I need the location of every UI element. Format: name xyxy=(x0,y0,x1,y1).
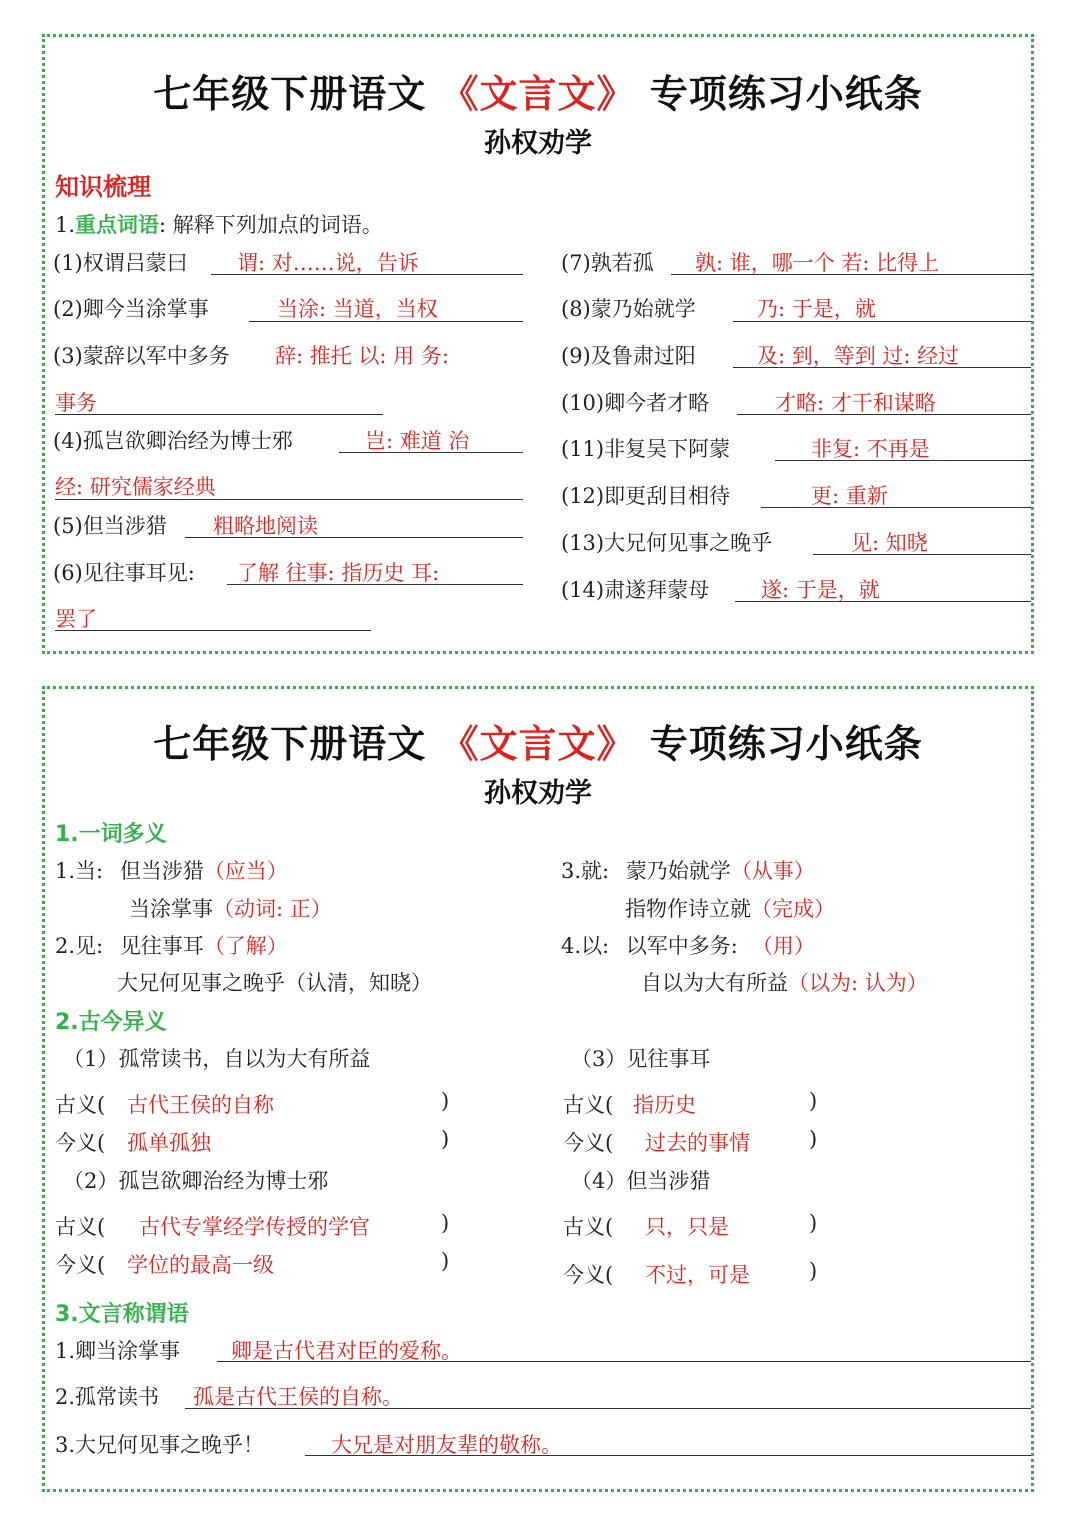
address-question: 2.孤常读书 xyxy=(55,1385,160,1409)
vocab-question: (11)非复吴下阿蒙 xyxy=(561,437,731,461)
poly-example: 当涂掌事 xyxy=(129,897,213,921)
answer-line xyxy=(217,1361,1031,1362)
vocab-question: (1)权谓吕蒙曰 xyxy=(53,251,188,275)
vocab-answer: 才略: 才干和谋略 xyxy=(775,391,936,415)
card-title xyxy=(45,63,1031,118)
poly-meaning: （用） xyxy=(751,934,815,958)
gujin-close: ) xyxy=(809,1211,818,1235)
answer-line xyxy=(735,601,1031,602)
poly-meaning: （了解） xyxy=(203,934,288,958)
gujin-close: ) xyxy=(809,1127,818,1151)
answer-line xyxy=(211,274,523,275)
poly-item xyxy=(561,930,815,960)
section-heading-address: 3.文言称谓语 xyxy=(55,1302,189,1327)
title-part: 专项练习小纸条 xyxy=(649,72,923,116)
vocab-answer-cont: 罢了 xyxy=(55,607,97,631)
answer-line xyxy=(185,1408,1031,1409)
poly-example: 指物作诗立就 xyxy=(625,897,751,921)
vocab-question: (5)但当涉猎 xyxy=(53,514,167,538)
gujin-gu-answer: 古代王侯的自称 xyxy=(127,1093,274,1117)
gujin-close: ) xyxy=(809,1259,818,1283)
gujin-close: ) xyxy=(809,1089,818,1113)
vocab-question: (12)即更刮目相待 xyxy=(561,484,731,508)
gujin-jin-label: 今义( xyxy=(55,1253,106,1277)
question-number: 1. xyxy=(55,213,76,237)
vocab-answer-cont: 事务 xyxy=(55,391,97,415)
answer-line xyxy=(733,321,1031,322)
poly-head: 4.以: xyxy=(561,934,610,958)
answer-line xyxy=(55,414,383,415)
gujin-question: （1）孤常读书，自以为大有所益 xyxy=(63,1047,371,1071)
gujin-jin-answer: 孤单孤独 xyxy=(127,1131,211,1155)
answer-line xyxy=(55,630,371,631)
poly-example: 自以为大有所益 xyxy=(641,971,788,995)
answer-line xyxy=(227,584,523,585)
poly-item xyxy=(55,930,288,960)
answer-line xyxy=(761,507,1031,508)
address-answer: 孤是古代王侯的自称。 xyxy=(193,1385,403,1409)
gujin-close: ) xyxy=(441,1211,450,1235)
vocab-question: (10)卿今者才略 xyxy=(561,391,710,415)
gujin-gu-label: 古义( xyxy=(55,1215,106,1239)
vocab-answer: 及: 到，等到 过: 经过 xyxy=(757,344,960,368)
poly-head: 1.当: xyxy=(55,859,104,883)
title-highlight: 《文言文》 xyxy=(440,722,636,766)
poly-item xyxy=(625,893,835,923)
gujin-jin-answer: 不过，可是 xyxy=(645,1263,750,1287)
answer-line xyxy=(671,274,1031,275)
gujin-question: （2）孤岂欲卿治经为博士邪 xyxy=(63,1169,329,1193)
vocab-answer: 见: 知晓 xyxy=(851,531,928,555)
gujin-gu-label: 古义( xyxy=(55,1093,106,1117)
title-highlight: 《文言文》 xyxy=(440,72,636,116)
gujin-gu-label: 古义( xyxy=(563,1093,614,1117)
gujin-jin-answer: 学位的最高一级 xyxy=(127,1253,274,1277)
vocab-question: (13)大兄何见事之晚乎 xyxy=(561,531,773,555)
answer-line xyxy=(813,554,1031,555)
question-instruction: : 解释下列加点的词语。 xyxy=(159,213,383,237)
vocab-answer: 乃: 于是，就 xyxy=(757,297,876,321)
vocab-answer: 辞: 推托 以: 用 务: xyxy=(275,344,449,368)
gujin-close: ) xyxy=(441,1249,450,1273)
poly-meaning: （动词: 正） xyxy=(213,897,332,921)
title-part: 专项练习小纸条 xyxy=(649,722,923,766)
vocab-question: (9)及鲁肃过阳 xyxy=(561,344,696,368)
question-prompt xyxy=(55,209,383,239)
poly-example: 蒙乃始就学 xyxy=(625,859,731,883)
gujin-close: ) xyxy=(441,1127,450,1151)
answer-line xyxy=(249,321,523,322)
address-answer: 大兄是对朋友辈的敬称。 xyxy=(331,1433,562,1457)
vocab-answer: 更: 重新 xyxy=(811,484,888,508)
vocab-answer-cont: 经: 研究儒家经典 xyxy=(55,475,216,499)
poly-meaning: （完成） xyxy=(751,897,835,921)
vocab-question: (3)蒙辞以军中多务 xyxy=(53,344,230,368)
gujin-close: ) xyxy=(441,1089,450,1113)
poly-meaning: （应当） xyxy=(203,859,288,883)
gujin-question: （3）见往事耳 xyxy=(571,1047,711,1071)
poly-item xyxy=(55,855,288,885)
gujin-gu-answer: 古代专掌经学传授的学官 xyxy=(139,1215,370,1239)
poly-item xyxy=(129,893,332,923)
vocab-question: (2)卿今当涂掌事 xyxy=(53,297,209,321)
vocab-question: (4)孤岂欲卿治经为博士邪 xyxy=(53,429,293,453)
poly-head: 3.就: xyxy=(561,859,610,883)
poly-meaning: （以为: 认为） xyxy=(788,971,928,995)
title-part: 七年级下册语文 xyxy=(153,72,427,116)
gujin-jin-label: 今义( xyxy=(563,1131,614,1155)
vocab-answer: 粗略地阅读 xyxy=(213,514,318,538)
poly-item xyxy=(641,967,928,997)
gujin-question: （4）但当涉猎 xyxy=(571,1169,711,1193)
gujin-jin-label: 今义( xyxy=(563,1263,614,1287)
address-answer: 卿是古代君对臣的爱称。 xyxy=(231,1339,462,1363)
answer-line xyxy=(733,367,1031,368)
answer-line xyxy=(55,499,523,500)
answer-line xyxy=(185,537,523,538)
poly-example: 以军中多务: xyxy=(625,934,738,958)
answer-line xyxy=(339,452,523,453)
vocab-answer: 岂: 难道 治 xyxy=(365,429,470,453)
section-heading: 知识梳理 xyxy=(55,173,151,201)
poly-head: 2.见: xyxy=(55,934,104,958)
card-title xyxy=(45,713,1031,768)
poly-example: 见往事耳 xyxy=(119,934,204,958)
answer-line xyxy=(737,414,1031,415)
vocab-answer: 孰: 谁，哪一个 若: 比得上 xyxy=(695,251,940,275)
gujin-jin-label: 今义( xyxy=(55,1131,106,1155)
poly-item: 大兄何见事之晚乎（认清，知晓） xyxy=(117,971,432,995)
card-subtitle: 孙权劝学 xyxy=(484,128,592,159)
section-heading-polysemy: 1.一词多义 xyxy=(55,822,167,847)
vocab-answer: 谓: 对……说，告诉 xyxy=(237,251,419,275)
vocab-question: (6)见往事耳见: xyxy=(53,561,195,585)
answer-line xyxy=(775,460,1031,461)
vocab-answer: 当涂: 当道，当权 xyxy=(277,297,438,321)
card-subtitle: 孙权劝学 xyxy=(484,778,592,809)
review-card xyxy=(42,686,1034,1492)
vocab-question: (7)孰若孤 xyxy=(561,251,654,275)
vocab-answer: 了解 往事: 指历史 耳: xyxy=(237,561,440,585)
section-heading-gujin: 2.古今异义 xyxy=(55,1010,167,1035)
address-question: 3.大兄何见事之晚乎！ xyxy=(55,1433,265,1457)
address-question: 1.卿当涂掌事 xyxy=(55,1339,181,1363)
vocab-question: (8)蒙乃始就学 xyxy=(561,297,696,321)
question-label: 重点词语 xyxy=(75,213,160,237)
title-part: 七年级下册语文 xyxy=(153,722,427,766)
vocab-card xyxy=(42,34,1034,654)
vocab-answer: 非复: 不再是 xyxy=(811,437,930,461)
gujin-gu-label: 古义( xyxy=(563,1215,614,1239)
gujin-jin-answer: 过去的事情 xyxy=(645,1131,750,1155)
vocab-question: (14)肃遂拜蒙母 xyxy=(561,578,710,602)
poly-example: 但当涉猎 xyxy=(119,859,204,883)
poly-meaning: （从事） xyxy=(730,859,815,883)
answer-line xyxy=(305,1455,1031,1456)
gujin-gu-answer: 只，只是 xyxy=(645,1215,729,1239)
gujin-gu-answer: 指历史 xyxy=(633,1093,696,1117)
poly-item xyxy=(561,855,815,885)
vocab-answer: 遂: 于是，就 xyxy=(761,578,880,602)
